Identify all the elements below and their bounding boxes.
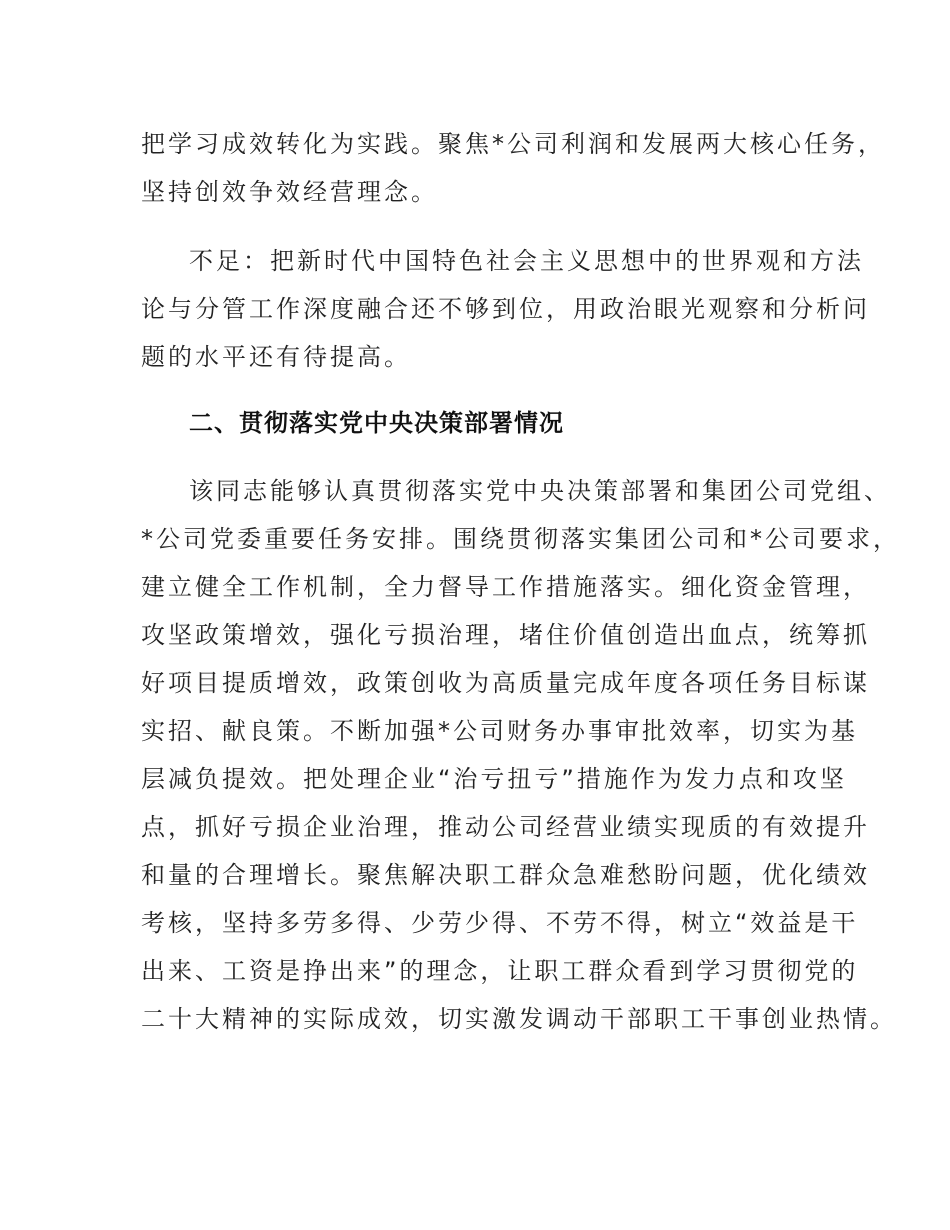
paragraph-line: 坚持创效争效经营理念。 xyxy=(141,178,438,206)
paragraph-line: 出来、工资是挣出来”的理念，让职工群众看到学习贯彻党的 xyxy=(141,957,859,985)
section-heading: 二、贯彻落实党中央决策部署情况 xyxy=(189,409,564,437)
paragraph-line: 攻坚政策增效，强化亏损治理，堵住价值创造出血点，统筹抓 xyxy=(141,621,870,649)
paragraph-line: 建立健全工作机制，全力督导工作措施落实。细化资金管理， xyxy=(141,573,870,601)
paragraph-line: *公司党委重要任务安排。围绕贯彻落实集团公司和*公司要求， xyxy=(141,525,900,553)
paragraph-line: 题的水平还有待提高。 xyxy=(141,343,411,371)
paragraph-line: 点，抓好亏损企业治理，推动公司经营业绩实现质的有效提升 xyxy=(141,813,870,841)
paragraph-line: 论与分管工作深度融合还不够到位，用政治眼光观察和分析问 xyxy=(141,295,870,323)
paragraph-line: 实招、献良策。不断加强*公司财务办事审批效率，切实为基 xyxy=(141,717,858,745)
paragraph-line: 二十大精神的实际成效，切实激发调动干部职工干事创业热情。 xyxy=(141,1005,897,1033)
paragraph-line: 好项目提质增效，政策创收为高质量完成年度各项任务目标谋 xyxy=(141,669,870,697)
paragraph-line: 考核，坚持多劳多得、少劳少得、不劳不得，树立“效益是干 xyxy=(141,909,859,937)
paragraph-line: 和量的合理增长。聚焦解决职工群众急难愁盼问题，优化绩效 xyxy=(141,861,870,889)
paragraph-line: 层减负提效。把处理企业“治亏扭亏”措施作为发力点和攻坚 xyxy=(141,765,847,793)
paragraph-line: 该同志能够认真贯彻落实党中央决策部署和集团公司党组、 xyxy=(189,477,891,505)
paragraph-line: 不足：把新时代中国特色社会主义思想中的世界观和方法 xyxy=(189,247,864,275)
paragraph-line: 把学习成效转化为实践。聚焦*公司利润和发展两大核心任务， xyxy=(141,130,885,158)
